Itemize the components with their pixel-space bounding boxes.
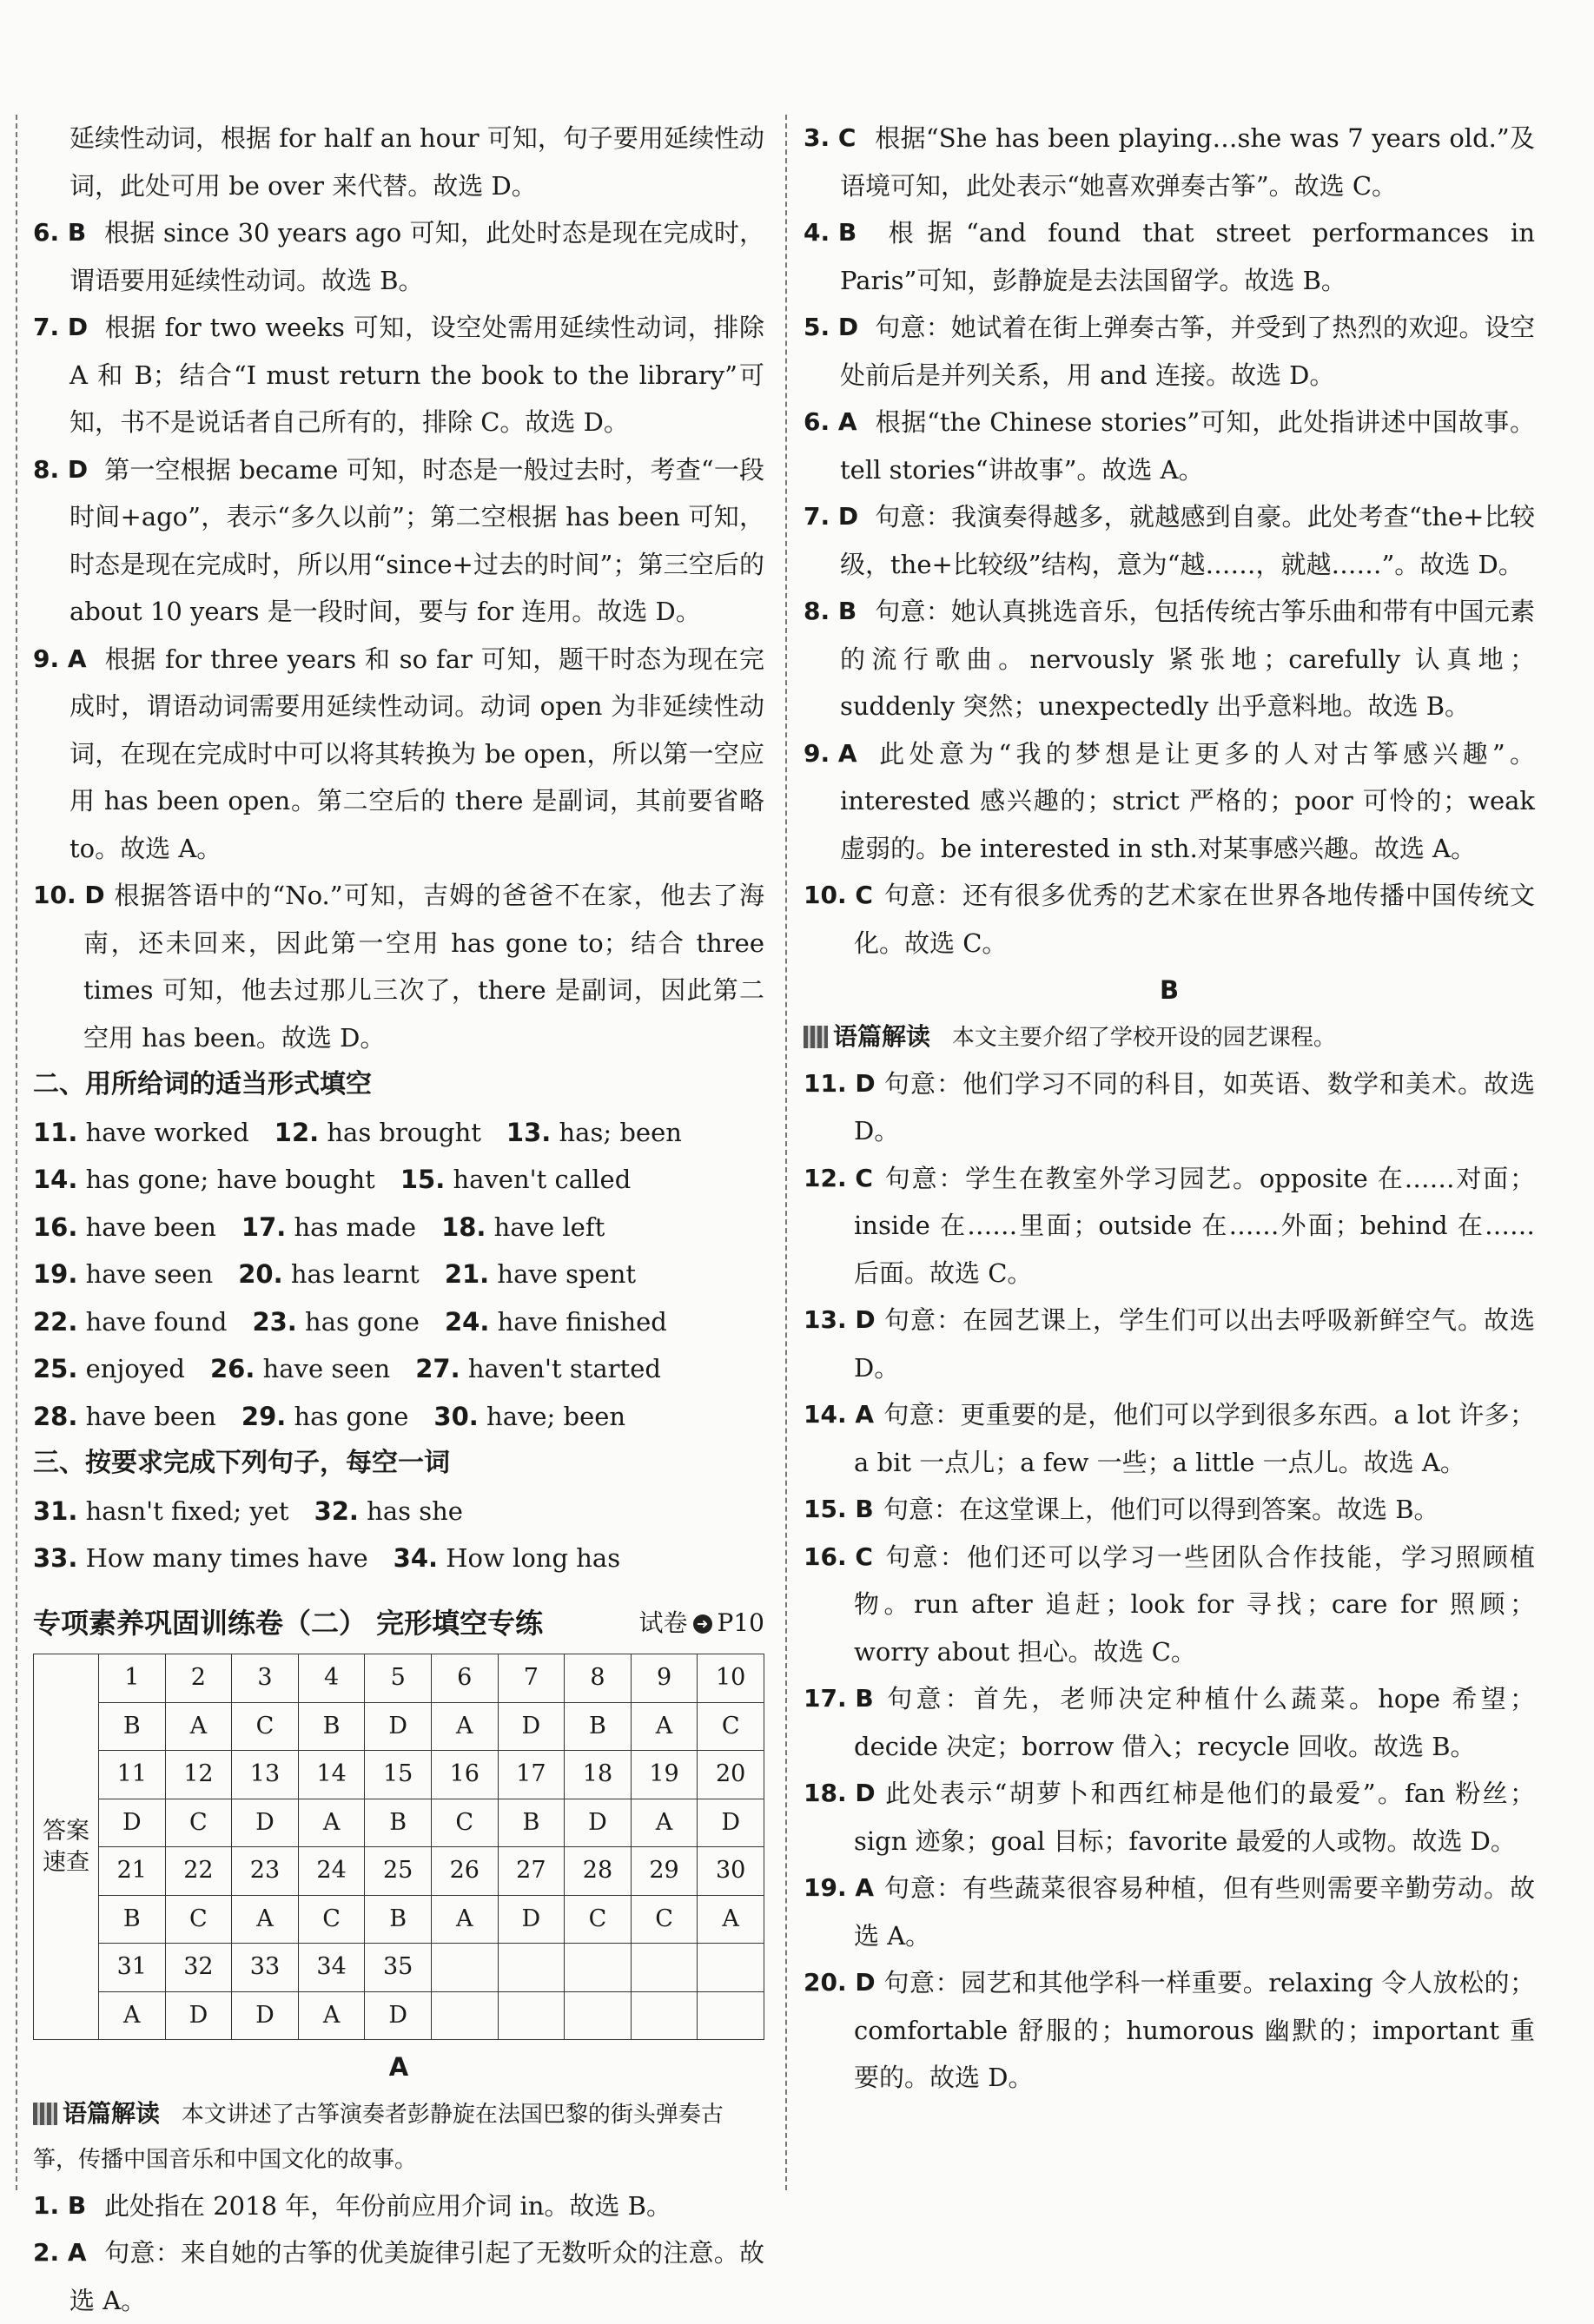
table-cell: 24 bbox=[298, 1847, 365, 1896]
answer-text-wrap bbox=[804, 1865, 1535, 1959]
fill-text: have; been bbox=[486, 1402, 625, 1431]
fill-text: has she bbox=[367, 1496, 463, 1526]
fill-number: 27. bbox=[415, 1354, 460, 1383]
fill-number: 24. bbox=[445, 1307, 489, 1337]
fill-text: has learnt bbox=[291, 1259, 420, 1289]
answer-item bbox=[804, 1959, 1535, 2102]
answer-item bbox=[804, 1155, 1535, 1297]
answer-explanation: 句意：她认真挑选音乐，包括传统古筝乐曲和带有中国元素的流行歌曲。nervously 紧张地；carefully 认真地；suddenly 突然；unexpectedly 出乎意料地。故选 B。 bbox=[840, 597, 1535, 721]
fill-text: How many times have bbox=[86, 1543, 368, 1573]
answer-number: 14. A bbox=[804, 1391, 874, 1439]
fill-text: has gone bbox=[305, 1307, 420, 1337]
answer-item bbox=[804, 872, 1535, 967]
fill-text: has brought bbox=[327, 1118, 481, 1147]
fill-number: 16. bbox=[33, 1212, 77, 1242]
fill-answer bbox=[433, 1402, 625, 1431]
fill-answer bbox=[241, 1212, 416, 1242]
answer-text-wrap bbox=[33, 304, 764, 446]
answer-number: 9. A bbox=[804, 730, 857, 778]
fill-number: 34. bbox=[394, 1543, 438, 1573]
paper-reference: 试卷 ➜ P10 bbox=[639, 1600, 764, 1647]
fill-text: have left bbox=[494, 1212, 605, 1242]
fill-answers-3 bbox=[33, 1488, 764, 1582]
reading-icon bbox=[33, 2103, 57, 2125]
answer-number: 6. B bbox=[33, 209, 86, 257]
fill-number: 33. bbox=[33, 1543, 77, 1573]
answer-item bbox=[804, 493, 1535, 588]
table-cell: C bbox=[165, 1895, 232, 1944]
table-cell: 23 bbox=[232, 1847, 299, 1896]
answer-text-wrap bbox=[804, 872, 1535, 967]
answer-explanation: 句意：还有很多优秀的艺术家在世界各地传播中国传统文化。故选 C。 bbox=[854, 881, 1535, 958]
answer-text-wrap bbox=[804, 1534, 1535, 1676]
table-cell: 25 bbox=[365, 1847, 432, 1896]
fill-text: have seen bbox=[86, 1259, 214, 1289]
answer-text-wrap bbox=[804, 304, 1535, 399]
fill-text: have been bbox=[86, 1212, 216, 1242]
table-row bbox=[34, 1895, 764, 1944]
table-cell: 22 bbox=[165, 1847, 232, 1896]
answer-explanation: 句意：他们学习不同的科目，如英语、数学和美术。故选 D。 bbox=[854, 1069, 1535, 1146]
fill-text: have seen bbox=[263, 1354, 391, 1383]
fill-answer bbox=[33, 1354, 185, 1383]
answer-number: 3. C bbox=[804, 115, 856, 162]
fill-number: 13. bbox=[506, 1118, 551, 1147]
table-cell bbox=[431, 1944, 498, 1992]
answer-explanation: 根据 since 30 years ago 可知，此处时态是现在完成时，谓语要用延续性动词。故选 B。 bbox=[69, 218, 764, 295]
answer-item bbox=[804, 115, 1535, 209]
fill-number: 31. bbox=[33, 1496, 77, 1526]
answer-number: 20. D bbox=[804, 1959, 876, 2007]
passage-note-b: 语篇解读 本文主要介绍了学校开设的园艺课程。 bbox=[804, 1014, 1535, 1060]
table-cell: 14 bbox=[298, 1751, 365, 1799]
right-column bbox=[804, 115, 1535, 2102]
answer-item bbox=[804, 1534, 1535, 1676]
table-cell: C bbox=[565, 1895, 632, 1944]
answer-explanation: 句意：在园艺课上，学生们可以出去呼吸新鲜空气。故选 D。 bbox=[854, 1305, 1535, 1383]
table-cell: 31 bbox=[99, 1944, 166, 1992]
fill-answer bbox=[506, 1118, 682, 1147]
table-cell: D bbox=[232, 1799, 299, 1847]
answer-explanation: 句意：来自她的古筝的优美旋律引起了无数听众的注意。故选 A。 bbox=[69, 2238, 764, 2315]
answer-item bbox=[804, 304, 1535, 399]
answer-item bbox=[33, 446, 764, 636]
fill-answer bbox=[400, 1165, 631, 1194]
table-cell: B bbox=[498, 1799, 565, 1847]
table-cell: 33 bbox=[232, 1944, 299, 1992]
fill-number: 22. bbox=[33, 1307, 77, 1337]
table-cell: C bbox=[631, 1895, 698, 1944]
table-cell bbox=[431, 1991, 498, 2040]
answer-number: 11. D bbox=[804, 1060, 876, 1108]
answer-explanation: 此处指在 2018 年，年份前应用介词 in。故选 B。 bbox=[104, 2191, 671, 2221]
table-row bbox=[34, 1991, 764, 2040]
fill-answer bbox=[394, 1543, 620, 1573]
table-cell bbox=[565, 1991, 632, 2040]
table-cell: A bbox=[298, 1991, 365, 2040]
fill-answer bbox=[33, 1212, 216, 1242]
answer-item bbox=[804, 1865, 1535, 1959]
fill-answer bbox=[252, 1307, 420, 1337]
table-cell: D bbox=[498, 1702, 565, 1751]
answer-explanation: 根据“and found that street performances in Paris”可知，彭静旋是去法国留学。故选 B。 bbox=[840, 218, 1535, 295]
fill-number: 26. bbox=[210, 1354, 255, 1383]
table-cell bbox=[631, 1944, 698, 1992]
answer-item bbox=[33, 209, 764, 304]
table-cell: D bbox=[365, 1702, 432, 1751]
answer-explanation: 此处意为“我的梦想是让更多的人对古筝感兴趣”。interested 感兴趣的；strict 严格的；poor 可怜的；weak 虚弱的。be interested in sth.对某事感兴趣。故选 A。 bbox=[840, 739, 1535, 863]
fill-text: have worked bbox=[86, 1118, 249, 1147]
fill-number: 19. bbox=[33, 1259, 77, 1289]
table-cell: D bbox=[565, 1799, 632, 1847]
table-row bbox=[34, 1799, 764, 1847]
answer-explanation: 句意：她试着在街上弹奏古筝，并受到了热烈的欢迎。设空处前后是并列关系，用 and 连接。故选 D。 bbox=[840, 313, 1535, 390]
arrow-right-icon: ➜ bbox=[693, 1614, 712, 1634]
answer-item bbox=[804, 209, 1535, 304]
continuation-text: 延续性动词，根据 for half an hour 可知，句子要用延续性动词，此处可用 be over 来代替。故选 D。 bbox=[33, 115, 764, 209]
answer-number: 18. D bbox=[804, 1770, 876, 1818]
table-cell: B bbox=[298, 1702, 365, 1751]
answer-item bbox=[804, 730, 1535, 873]
fill-text: has made bbox=[294, 1212, 416, 1242]
left-answer-list-1 bbox=[33, 209, 764, 1061]
table-cell: A bbox=[165, 1702, 232, 1751]
answer-item bbox=[804, 588, 1535, 730]
answer-item bbox=[33, 872, 764, 1061]
answer-number: 16. C bbox=[804, 1534, 873, 1581]
answer-number: 12. C bbox=[804, 1155, 873, 1203]
fill-number: 32. bbox=[314, 1496, 359, 1526]
column-divider bbox=[785, 115, 787, 2190]
fill-answer bbox=[33, 1402, 216, 1431]
table-cell: 35 bbox=[365, 1944, 432, 1992]
answer-number: 19. A bbox=[804, 1865, 874, 1912]
fill-number: 18. bbox=[441, 1212, 486, 1242]
answer-number: 17. B bbox=[804, 1675, 874, 1723]
table-cell: 1 bbox=[99, 1654, 166, 1703]
section-a-label: A bbox=[33, 2043, 764, 2091]
answer-explanation: 句意：他们还可以学习一些团队合作技能，学习照顾植物。run after 追赶；look for 寻找；care for 照顾；worry about 担心。故选 C。 bbox=[854, 1542, 1535, 1667]
answer-item bbox=[33, 2182, 764, 2230]
reading-icon bbox=[804, 1026, 828, 1048]
fill-answer bbox=[445, 1307, 667, 1337]
table-cell: 5 bbox=[365, 1654, 432, 1703]
table-cell: D bbox=[698, 1799, 764, 1847]
answer-item bbox=[804, 399, 1535, 493]
paper-title: 专项素养巩固训练卷（二） 完形填空专练 bbox=[33, 1600, 543, 1647]
fill-answer bbox=[33, 1118, 249, 1147]
answer-explanation: 根据答语中的“No.”可知，吉姆的爸爸不在家，他去了海南，还未回来，因此第一空用 has gone to；结合 three times 可知，他去过那儿三次了，there 是副词，因此第二空用 has been。故选 D。 bbox=[83, 881, 764, 1053]
answer-number: 7. D bbox=[33, 304, 88, 352]
fill-number: 28. bbox=[33, 1402, 77, 1431]
table-cell: 12 bbox=[165, 1751, 232, 1799]
table-cell: 18 bbox=[565, 1751, 632, 1799]
table-cell: D bbox=[498, 1895, 565, 1944]
table-cell: B bbox=[365, 1895, 432, 1944]
table-row bbox=[34, 1847, 764, 1896]
fill-answer bbox=[274, 1118, 481, 1147]
answer-text-wrap bbox=[804, 588, 1535, 730]
table-cell: 7 bbox=[498, 1654, 565, 1703]
fill-number: 23. bbox=[252, 1307, 296, 1337]
fill-number: 17. bbox=[241, 1212, 286, 1242]
answer-item bbox=[33, 636, 764, 873]
section-3-title: 三、按要求完成下列句子，每空一词 bbox=[33, 1440, 764, 1488]
answer-explanation: 句意：更重要的是，他们可以学到很多东西。a lot 许多；a bit 一点儿；a few 一些；a little 一点儿。故选 A。 bbox=[854, 1400, 1535, 1477]
answer-number: 1. B bbox=[33, 2182, 86, 2230]
table-cell: 11 bbox=[99, 1751, 166, 1799]
answer-text-wrap bbox=[33, 2182, 764, 2230]
table-cell: 26 bbox=[431, 1847, 498, 1896]
answer-explanation: 句意：在这堂课上，他们可以得到答案。故选 B。 bbox=[883, 1495, 1439, 1524]
table-cell: 3 bbox=[232, 1654, 299, 1703]
table-cell: C bbox=[298, 1895, 365, 1944]
table-cell bbox=[631, 1991, 698, 2040]
fill-number: 21. bbox=[445, 1259, 489, 1289]
table-cell: A bbox=[232, 1895, 299, 1944]
fill-answer bbox=[314, 1496, 463, 1526]
answer-number: 10. C bbox=[804, 872, 873, 920]
section-b-label: B bbox=[804, 967, 1535, 1014]
table-cell: 10 bbox=[698, 1654, 764, 1703]
table-cell: 29 bbox=[631, 1847, 698, 1896]
answer-explanation: 根据 for two weeks 可知，设空处需用延续性动词，排除 A 和 B；结合“I must return the book to the library”可知，书不是说话者自己所有的，排除 C。故选 D。 bbox=[69, 313, 764, 437]
answer-text-wrap bbox=[804, 115, 1535, 209]
table-cell bbox=[698, 1944, 764, 1992]
answer-item bbox=[804, 1297, 1535, 1391]
table-cell: A bbox=[631, 1702, 698, 1751]
answer-text-wrap bbox=[804, 1770, 1535, 1865]
fill-text: have spent bbox=[497, 1259, 636, 1289]
table-cell: D bbox=[99, 1799, 166, 1847]
fill-number: 30. bbox=[433, 1402, 478, 1431]
table-cell: C bbox=[165, 1799, 232, 1847]
table-cell: B bbox=[565, 1702, 632, 1751]
fill-answer bbox=[210, 1354, 390, 1383]
answer-explanation: 句意：我演奏得越多，就越感到自豪。此处考查“the+比较级，the+比较级”结构，意为“越……，就越……”。故选 D。 bbox=[840, 502, 1535, 579]
answer-number: 8. B bbox=[804, 588, 857, 636]
answer-explanation: 句意：园艺和其他学科一样重要。relaxing 令人放松的；comfortable 舒服的；humorous 幽默的；important 重要的。故选 D。 bbox=[854, 1968, 1535, 2092]
answer-explanation: 第一空根据 became 可知，时态是一般过去时，考查“一段时间+ago”，表示“多久以前”；第二空根据 has been 可知，时态是现在完成时，所以用“since+过去的时间”；第三空后的 about 10 years 是一段时间，要与 for 连用。故选 D。 bbox=[69, 455, 764, 627]
answer-item bbox=[804, 1391, 1535, 1486]
table-cell: C bbox=[232, 1702, 299, 1751]
answer-explanation: 句意：首先，老师决定种植什么蔬菜。hope 希望；decide 决定；borrow 借入；recycle 回收。故选 B。 bbox=[854, 1684, 1535, 1761]
table-cell: D bbox=[165, 1991, 232, 2040]
answer-explanation: 此处表示“胡萝卜和西红柿是他们的最爱”。fan 粉丝；sign 迹象；goal 目标；favorite 最爱的人或物。故选 D。 bbox=[854, 1779, 1535, 1856]
table-cell: 27 bbox=[498, 1847, 565, 1896]
table-cell: 2 bbox=[165, 1654, 232, 1703]
fill-answer bbox=[415, 1354, 661, 1383]
table-cell: 20 bbox=[698, 1751, 764, 1799]
fill-text: has gone bbox=[294, 1402, 408, 1431]
fill-answer bbox=[238, 1259, 420, 1289]
table-cell: 17 bbox=[498, 1751, 565, 1799]
table-label-cell bbox=[34, 1654, 99, 2040]
answer-number: 5. D bbox=[804, 304, 858, 352]
table-cell: C bbox=[698, 1702, 764, 1751]
table-cell: 9 bbox=[631, 1654, 698, 1703]
fill-number: 11. bbox=[33, 1118, 77, 1147]
table-cell: 13 bbox=[232, 1751, 299, 1799]
fill-text: has gone; have bought bbox=[86, 1165, 375, 1194]
table-cell: B bbox=[365, 1799, 432, 1847]
table-cell: A bbox=[631, 1799, 698, 1847]
table-cell: 15 bbox=[365, 1751, 432, 1799]
answer-text-wrap bbox=[804, 1391, 1535, 1486]
table-cell: 8 bbox=[565, 1654, 632, 1703]
table-cell: B bbox=[99, 1895, 166, 1944]
answer-item bbox=[804, 1770, 1535, 1865]
fill-number: 25. bbox=[33, 1354, 77, 1383]
fill-answer bbox=[33, 1543, 368, 1573]
answer-text-wrap bbox=[804, 1297, 1535, 1391]
answer-text-wrap bbox=[804, 399, 1535, 493]
fill-number: 20. bbox=[238, 1259, 282, 1289]
fill-number: 14. bbox=[33, 1165, 77, 1194]
answer-text-wrap bbox=[33, 636, 764, 873]
answer-number: 10. D bbox=[33, 872, 105, 920]
fill-text: How long has bbox=[446, 1543, 620, 1573]
answer-text-wrap bbox=[804, 1060, 1535, 1155]
fill-answer bbox=[33, 1496, 289, 1526]
answer-explanation: 根据“the Chinese stories”可知，此处指讲述中国故事。tell stories“讲故事”。故选 A。 bbox=[840, 407, 1535, 485]
paper-title-bar bbox=[33, 1600, 764, 1647]
table-row bbox=[34, 1944, 764, 1992]
table-cell bbox=[498, 1944, 565, 1992]
fill-answer bbox=[33, 1259, 213, 1289]
fill-text: haven't started bbox=[468, 1354, 661, 1383]
fill-number: 29. bbox=[241, 1402, 286, 1431]
fill-number: 12. bbox=[274, 1118, 319, 1147]
answer-number: 13. D bbox=[804, 1297, 876, 1344]
answer-number: 8. D bbox=[33, 446, 88, 494]
answer-text-wrap bbox=[804, 493, 1535, 588]
section-2-title: 二、用所给词的适当形式填空 bbox=[33, 1061, 764, 1109]
table-cell: B bbox=[99, 1702, 166, 1751]
table-row bbox=[34, 1751, 764, 1799]
answer-text-wrap bbox=[804, 730, 1535, 873]
table-cell bbox=[498, 1991, 565, 2040]
fill-answer bbox=[33, 1307, 227, 1337]
table-cell: 21 bbox=[99, 1847, 166, 1896]
table-cell: A bbox=[99, 1991, 166, 2040]
answer-text-wrap bbox=[33, 872, 764, 1061]
answer-explanation: 句意：有些蔬菜很容易种植，但有些则需要辛勤劳动。故选 A。 bbox=[854, 1873, 1535, 1951]
answer-number: 2. A bbox=[33, 2229, 87, 2277]
fill-text: haven't called bbox=[453, 1165, 631, 1194]
answer-text-wrap bbox=[804, 1486, 1535, 1534]
fill-text: hasn't fixed; yet bbox=[86, 1496, 289, 1526]
fill-text: have found bbox=[86, 1307, 228, 1337]
table-cell: 28 bbox=[565, 1847, 632, 1896]
table-cell bbox=[698, 1991, 764, 2040]
answer-explanation: 根据“She has been playing…she was 7 years old.”及语境可知，此处表示“她喜欢弹奏古筝”。故选 C。 bbox=[840, 123, 1535, 201]
answer-text-wrap bbox=[804, 1155, 1535, 1297]
fill-text: have been bbox=[86, 1402, 216, 1431]
answer-text-wrap bbox=[804, 1959, 1535, 2102]
left-column bbox=[33, 115, 764, 2324]
table-cell: A bbox=[431, 1895, 498, 1944]
answer-item bbox=[804, 1675, 1535, 1770]
answer-text-wrap bbox=[33, 209, 764, 304]
fill-number: 15. bbox=[400, 1165, 445, 1194]
right-answer-list-1 bbox=[804, 115, 1535, 967]
table-cell: A bbox=[431, 1702, 498, 1751]
left-answer-list-2 bbox=[33, 2182, 764, 2324]
answer-number: 7. D bbox=[804, 493, 858, 541]
answer-quick-check-table bbox=[33, 1654, 764, 2040]
answer-number: 4. B bbox=[804, 209, 857, 257]
answer-number: 15. B bbox=[804, 1486, 874, 1534]
left-margin-dashed-line bbox=[16, 115, 17, 2190]
table-row bbox=[34, 1654, 764, 1703]
table-cell: 32 bbox=[165, 1944, 232, 1992]
fill-answer bbox=[241, 1402, 409, 1431]
answer-item bbox=[804, 1060, 1535, 1155]
right-answer-list-2 bbox=[804, 1060, 1535, 2102]
table-label: 答案速查 bbox=[42, 1816, 90, 1878]
table-cell: 4 bbox=[298, 1654, 365, 1703]
fill-text: has; been bbox=[559, 1118, 682, 1147]
answer-number: 6. A bbox=[804, 399, 857, 446]
fill-answer bbox=[445, 1259, 636, 1289]
answer-text-wrap bbox=[804, 1675, 1535, 1770]
passage-note-a: 语篇解读 本文讲述了古筝演奏者彭静旋在法国巴黎的街头弹奏古筝，传播中国音乐和中国文化的故事。 bbox=[33, 2091, 764, 2182]
answer-item bbox=[804, 1486, 1535, 1534]
answer-item bbox=[33, 304, 764, 446]
fill-text: enjoyed bbox=[86, 1354, 185, 1383]
fill-answer bbox=[441, 1212, 605, 1242]
table-cell: C bbox=[431, 1799, 498, 1847]
table-cell: 19 bbox=[631, 1751, 698, 1799]
answer-text-wrap bbox=[33, 446, 764, 636]
table-cell: 30 bbox=[698, 1847, 764, 1896]
table-cell: A bbox=[298, 1799, 365, 1847]
answer-explanation: 根据 for three years 和 so far 可知，题干时态为现在完成时，谓语动词需要用延续性动词。动词 open 为非延续性动词，在现在完成时中可以将其转换为 be open，所以第一空应用 has been open。第二空后的 there 是副词，其前要省略 to。故选 A。 bbox=[69, 644, 764, 863]
answer-explanation: 句意：学生在教室外学习园艺。opposite 在……对面；inside 在……里面；outside 在……外面；behind 在……后面。故选 C。 bbox=[854, 1164, 1535, 1288]
answer-text-wrap bbox=[804, 209, 1535, 304]
answer-number: 9. A bbox=[33, 636, 87, 683]
fill-text: have finished bbox=[498, 1307, 667, 1337]
table-cell: D bbox=[365, 1991, 432, 2040]
fill-answers-2 bbox=[33, 1109, 764, 1441]
table-row bbox=[34, 1702, 764, 1751]
table-cell bbox=[565, 1944, 632, 1992]
table-cell: 34 bbox=[298, 1944, 365, 1992]
table-cell: D bbox=[232, 1991, 299, 2040]
table-cell: 16 bbox=[431, 1751, 498, 1799]
table-cell: A bbox=[698, 1895, 764, 1944]
fill-answer bbox=[33, 1165, 375, 1194]
table-cell: 6 bbox=[431, 1654, 498, 1703]
